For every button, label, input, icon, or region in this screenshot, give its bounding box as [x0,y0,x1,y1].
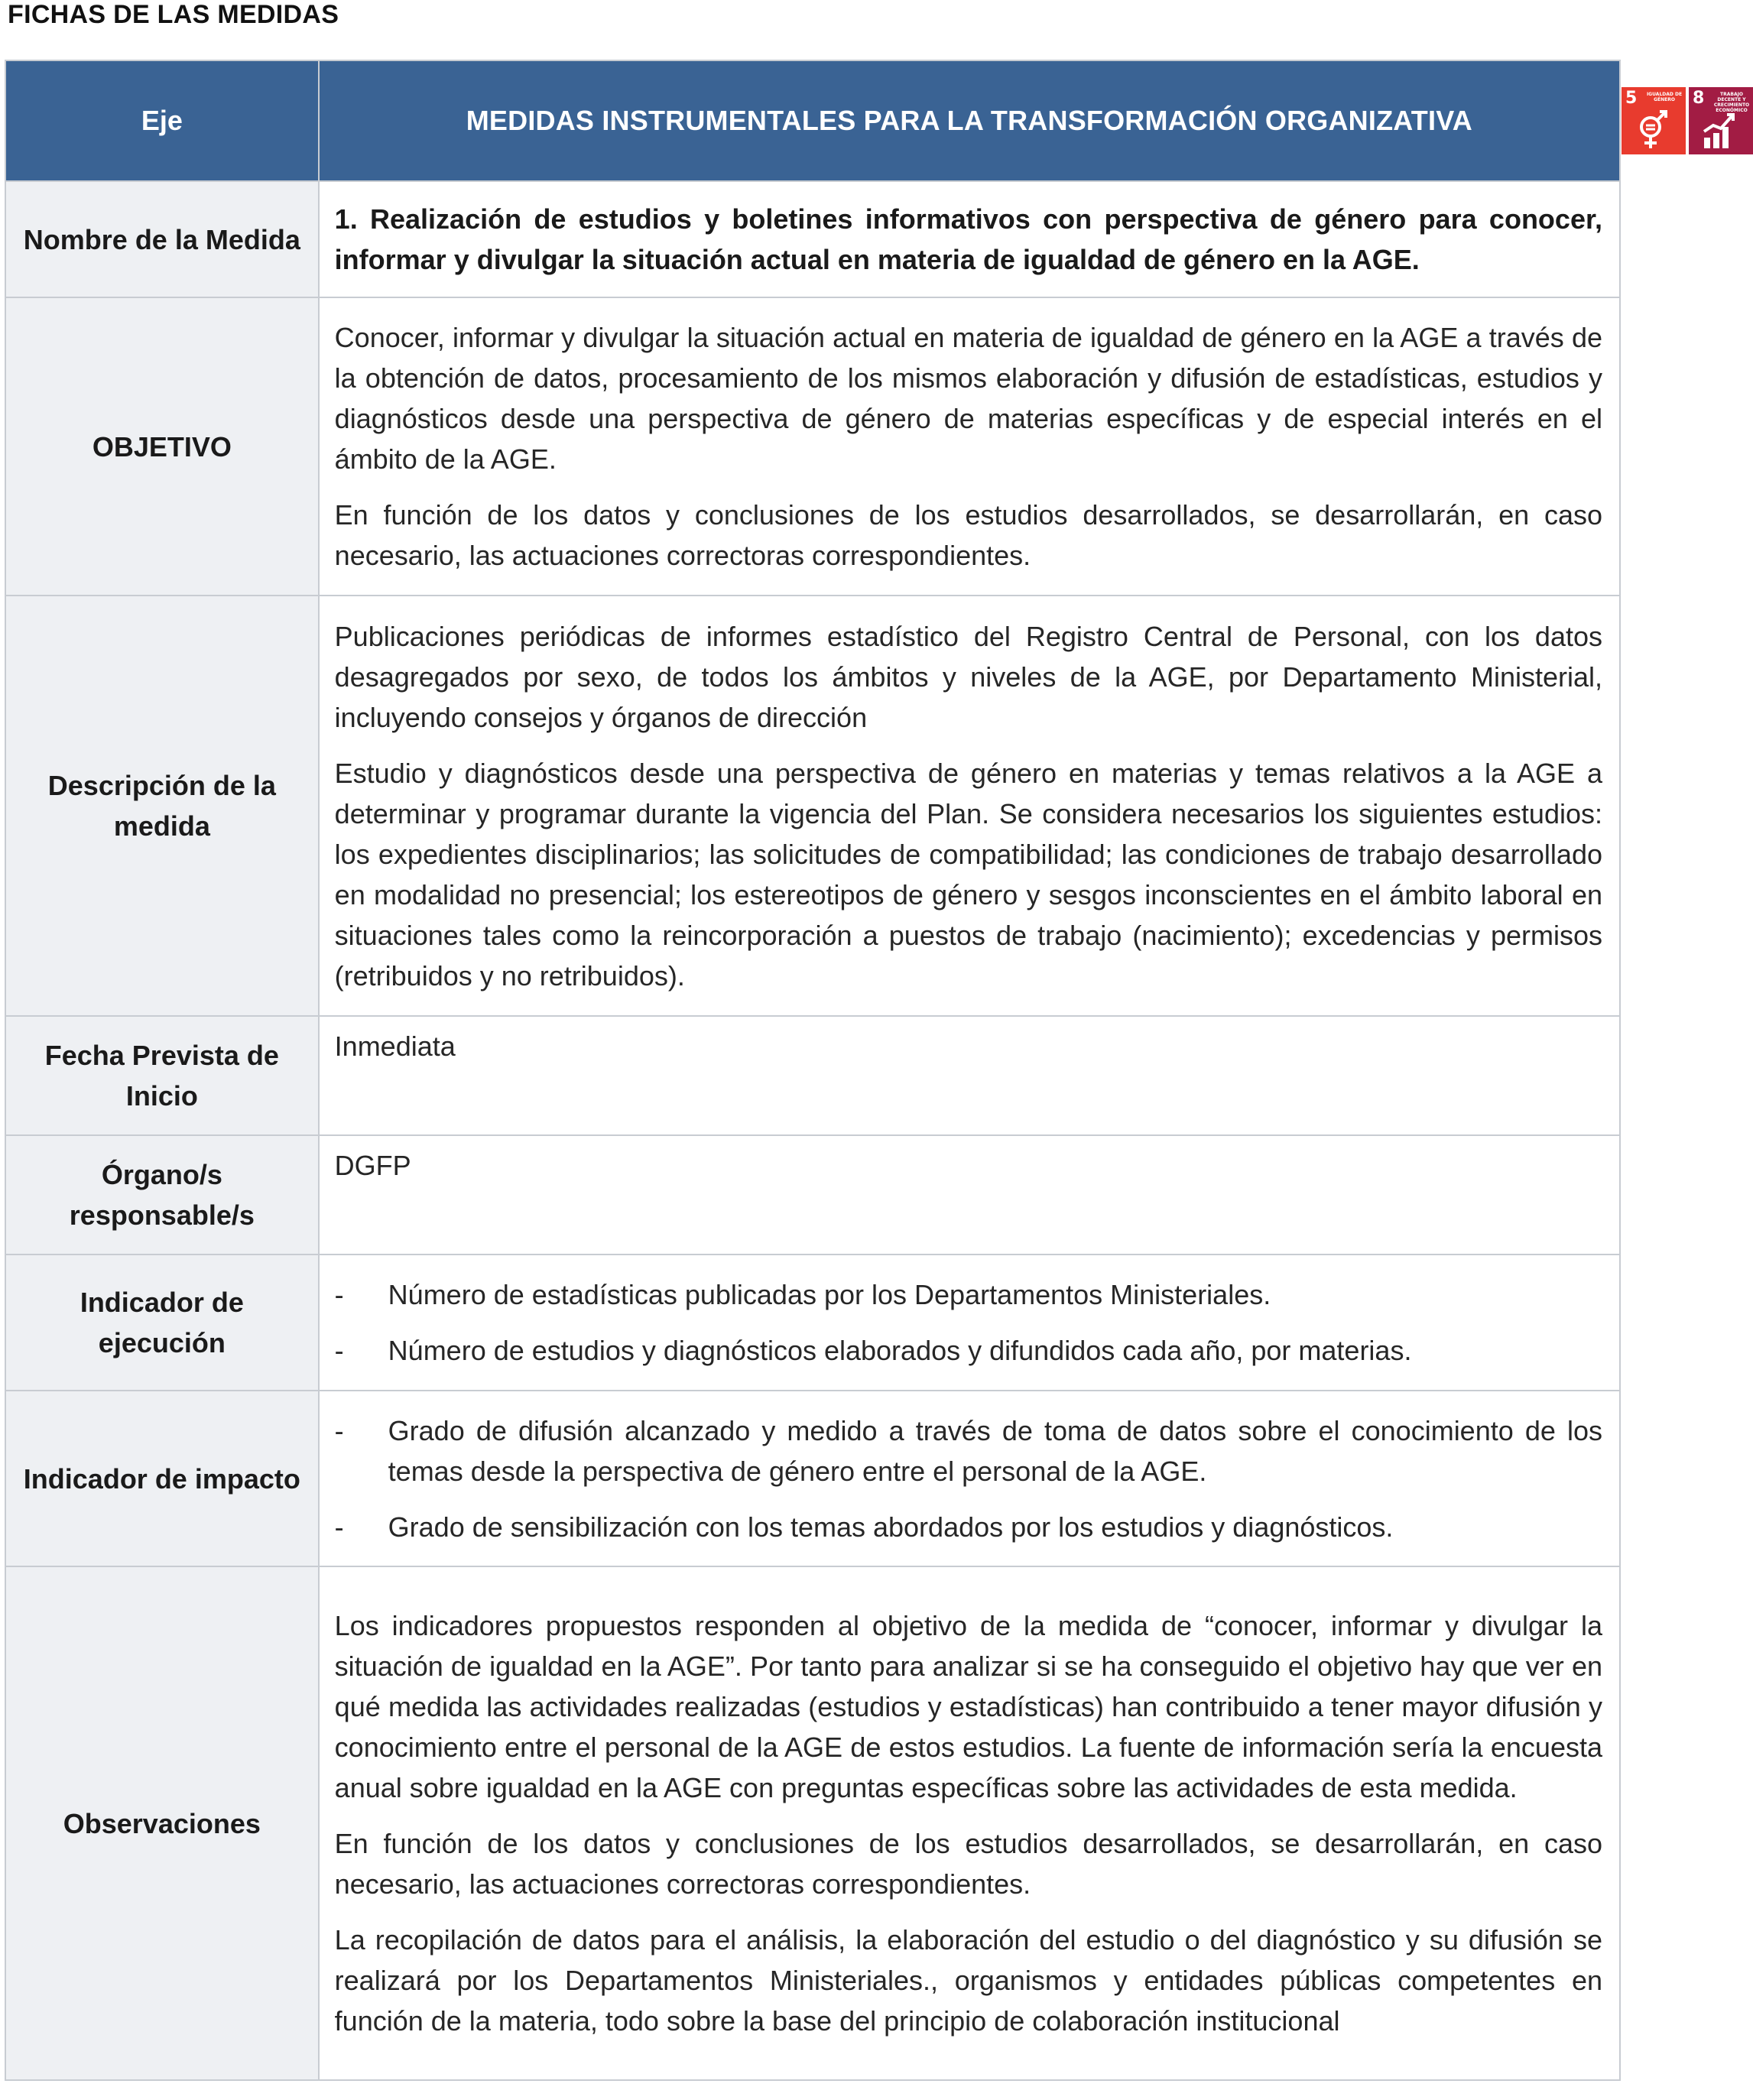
label-objetivo: OBJETIVO [5,297,319,596]
list-item [335,1410,1602,1491]
objetivo-paragraph: En función de los datos y conclusiones de los estudios desarrollados, se desarrollarán, en caso necesario, las actuaciones correctoras correspondientes. [334,499,1602,571]
row-nombre [5,181,1620,297]
descripcion-paragraph: Estudio y diagnósticos desde una perspectiva de género en materias y temas relativos a la AGE a determinar y programar durante la vigencia del Plan. Se considera necesarios los siguientes estudios: los expedientes disciplinarios; las solicitudes de compatibilidad; las condiciones de trabajo desarrollado en modalidad no presencial; los estereotipos de género y sesgos inconscientes en el ámbito laboral en situaciones tales como la reincorporación a puestos de trabajo (nacimiento); excedencias y permisos (retribuidos y no retribuidos). [334,757,1602,992]
label-descripcion: Descripción de la medida [5,596,319,1016]
growth-chart-icon [1701,110,1739,151]
observaciones-paragraph: En función de los datos y conclusiones de los estudios desarrollados, se desarrollarán, en caso necesario, las actuaciones correctoras correspondientes. [334,1828,1602,1900]
value-objetivo [319,297,1620,596]
list-item-text: Grado de sensibilización con los temas abordados por los estudios y diagnósticos. [388,1511,1394,1543]
observaciones-paragraph: Los indicadores propuestos responden al objetivo de la medida de “conocer, informar y divulgar la situación de igualdad en la AGE”. Por tanto para analizar si se ha conseguido el objetivo hay que ver en qué medida las actividades realizadas (estudios y estadísticas) han contribuido a tener mayor difusión y conocimiento entre el personal de la AGE de estos estudios. La fuente de información sería la encuesta anual sobre igualdad en la AGE con preguntas específicas sobre las actividades de esta medida. [334,1610,1602,1803]
sdg-8-logo [1689,87,1753,154]
value-indicador-ejecucion [319,1254,1620,1391]
gender-equality-icon [1634,110,1672,151]
sdg-5-logo [1622,87,1686,154]
dash-bullet: - [334,1335,344,1366]
list-item [335,1330,1602,1371]
label-indicador-impacto: Indicador de impacto [5,1391,319,1566]
label-observaciones: Observaciones [5,1566,319,2080]
row-fecha [5,1016,1620,1135]
row-organo [5,1135,1620,1254]
sdg-5-number: 5 [1625,89,1638,108]
list-item-text: Número de estudios y diagnósticos elaborados y difundidos cada año, por materias. [388,1335,1412,1366]
row-observaciones [5,1566,1620,2080]
label-indicador-ejecucion: Indicador de ejecución [5,1254,319,1391]
sdg-8-label: TRABAJO DECENTE Y CRECIMIENTO ECONÓMICO [1713,92,1750,113]
sdg-5-label: IGUALDAD DE GÉNERO [1646,92,1683,102]
label-nombre: Nombre de la Medida [5,181,319,297]
list-item [335,1507,1602,1547]
value-descripcion [319,596,1620,1016]
row-objetivo [5,297,1620,596]
value-fecha: Inmediata [319,1016,1620,1135]
row-indicador-ejecucion [5,1254,1620,1391]
list-item [335,1274,1602,1315]
dash-bullet: - [334,1279,344,1310]
dash-bullet: - [334,1511,344,1543]
label-organo: Órgano/s responsable/s [5,1135,319,1254]
row-descripcion [5,596,1620,1016]
label-fecha: Fecha Prevista de Inicio [5,1016,319,1135]
observaciones-paragraph: La recopilación de datos para el análisis, la elaboración del estudio o del diagnóstico y su difusión se realizará por los Departamentos Ministeriales., organismos y entidades públicas competentes en función de la materia, todo sobre la base del principio de colaboración institucional [334,1924,1602,2037]
value-indicador-impacto [319,1391,1620,1566]
dash-bullet: - [334,1414,344,1446]
row-indicador-impacto [5,1391,1620,1566]
value-organo: DGFP [319,1135,1620,1254]
objetivo-paragraph: Conocer, informar y divulgar la situación actual en materia de igualdad de género en la AGE a través de la obtención de datos, procesamiento de los mismos elaboración y difusión de estadísticas, estudios y diagnósticos desde una perspectiva de género de materias específicas y de especial interés en el ámbito de la AGE. [334,322,1602,475]
eje-label: Eje [5,60,319,181]
eje-title: MEDIDAS INSTRUMENTALES PARA LA TRANSFORMACIÓN ORGANIZATIVA [319,60,1620,181]
value-observaciones [319,1566,1620,2080]
value-nombre: 1. Realización de estudios y boletines informativos con perspectiva de género para conocer, informar y divulgar la situación actual en materia de igualdad de género en la AGE. [319,181,1620,297]
measure-sheet-table [5,60,1750,2081]
list-item-text: Número de estadísticas publicadas por los Departamentos Ministeriales. [388,1279,1271,1310]
list-item-text: Grado de difusión alcanzado y medido a través de toma de datos sobre el conocimiento de los temas desde la perspectiva de género entre el personal de la AGE. [388,1414,1602,1487]
descripcion-paragraph: Publicaciones periódicas de informes estadístico del Registro Central de Personal, con los datos desagregados por sexo, de todos los ámbitos y niveles de la AGE, por Departamento Ministerial, incluyendo consejos y órganos de dirección [334,620,1602,733]
document-title: FICHAS DE LAS MEDIDAS [8,0,339,29]
header-row [5,60,1620,181]
sdg-8-number: 8 [1693,89,1705,108]
